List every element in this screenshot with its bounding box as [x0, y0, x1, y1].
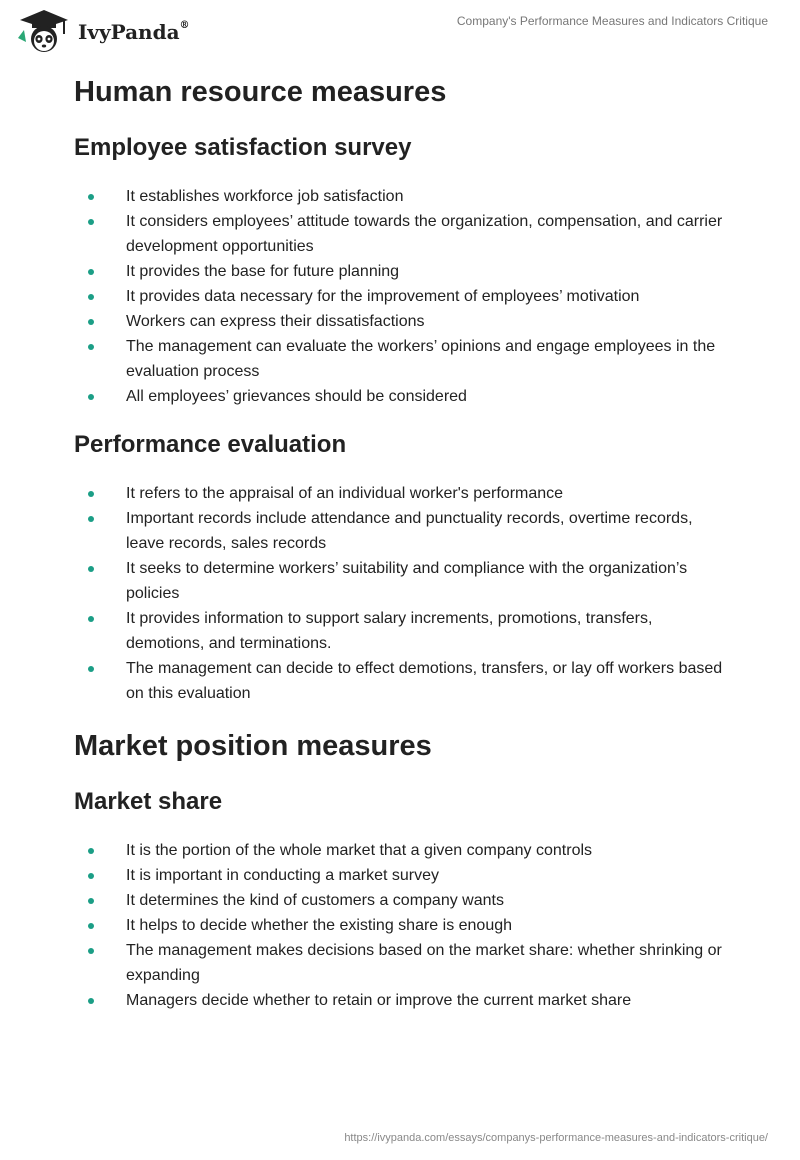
- source-url[interactable]: https://ivypanda.com/essays/companys-performance-measures-and-indicators-critique/: [344, 1132, 768, 1144]
- list-item: The management can evaluate the workers’ opinions and engage employees in the evaluation process: [74, 334, 734, 384]
- list-item: Managers decide whether to retain or improve the current market share: [74, 988, 734, 1013]
- list-item: The management can decide to effect demotions, transfers, or lay off workers based on this evaluation: [74, 656, 734, 706]
- list-item: It provides the base for future planning: [74, 259, 734, 284]
- bullet-icon: [88, 898, 94, 904]
- bullet-icon: [88, 616, 94, 622]
- bullet-list: [74, 184, 734, 409]
- bullet-icon: [88, 294, 94, 300]
- section-heading: Human resource measures: [74, 76, 447, 108]
- bullet-icon: [88, 491, 94, 497]
- section-heading: Market position measures: [74, 730, 432, 762]
- bullet-icon: [88, 394, 94, 400]
- list-item: Workers can express their dissatisfactions: [74, 309, 734, 334]
- bullet-icon: [88, 319, 94, 325]
- bullet-icon: [88, 873, 94, 879]
- bullet-icon: [88, 344, 94, 350]
- bullet-icon: [88, 566, 94, 572]
- bullet-list: [74, 838, 734, 1013]
- panda-graduate-icon: [14, 8, 74, 54]
- list-item: It provides information to support salary increments, promotions, transfers, demotions, and terminations.: [74, 606, 734, 656]
- list-item: It considers employees’ attitude towards the organization, compensation, and carrier development opportunities: [74, 209, 734, 259]
- bullet-icon: [88, 666, 94, 672]
- list-item: It establishes workforce job satisfaction: [74, 184, 734, 209]
- bullet-icon: [88, 923, 94, 929]
- list-item: It provides data necessary for the improvement of employees’ motivation: [74, 284, 734, 309]
- page-header: [0, 0, 800, 60]
- bullet-icon: [88, 948, 94, 954]
- logo[interactable]: [14, 8, 190, 54]
- list-item: It is the portion of the whole market that a given company controls: [74, 838, 734, 863]
- bullet-icon: [88, 269, 94, 275]
- list-item: It is important in conducting a market survey: [74, 863, 734, 888]
- document-title: Company's Performance Measures and Indicators Critique: [456, 14, 768, 28]
- list-item: Important records include attendance and punctuality records, overtime records, leave records, sales records: [74, 506, 734, 556]
- list-item: It seeks to determine workers’ suitability and compliance with the organization’s policies: [74, 556, 734, 606]
- bullet-icon: [88, 848, 94, 854]
- brand-name: IvyPanda®: [78, 20, 190, 44]
- bullet-icon: [88, 194, 94, 200]
- subsection-heading: Employee satisfaction survey: [74, 134, 412, 161]
- list-item: All employees’ grievances should be considered: [74, 384, 734, 409]
- bullet-list: [74, 481, 734, 706]
- bullet-icon: [88, 998, 94, 1004]
- document-body: [74, 72, 734, 1013]
- list-item: The management makes decisions based on the market share: whether shrinking or expanding: [74, 938, 734, 988]
- subsection-heading: Market share: [74, 788, 223, 815]
- bullet-icon: [88, 219, 94, 225]
- list-item: It helps to decide whether the existing share is enough: [74, 913, 734, 938]
- bullet-icon: [88, 516, 94, 522]
- subsection-heading: Performance evaluation: [74, 431, 347, 458]
- list-item: It refers to the appraisal of an individual worker's performance: [74, 481, 734, 506]
- list-item: It determines the kind of customers a company wants: [74, 888, 734, 913]
